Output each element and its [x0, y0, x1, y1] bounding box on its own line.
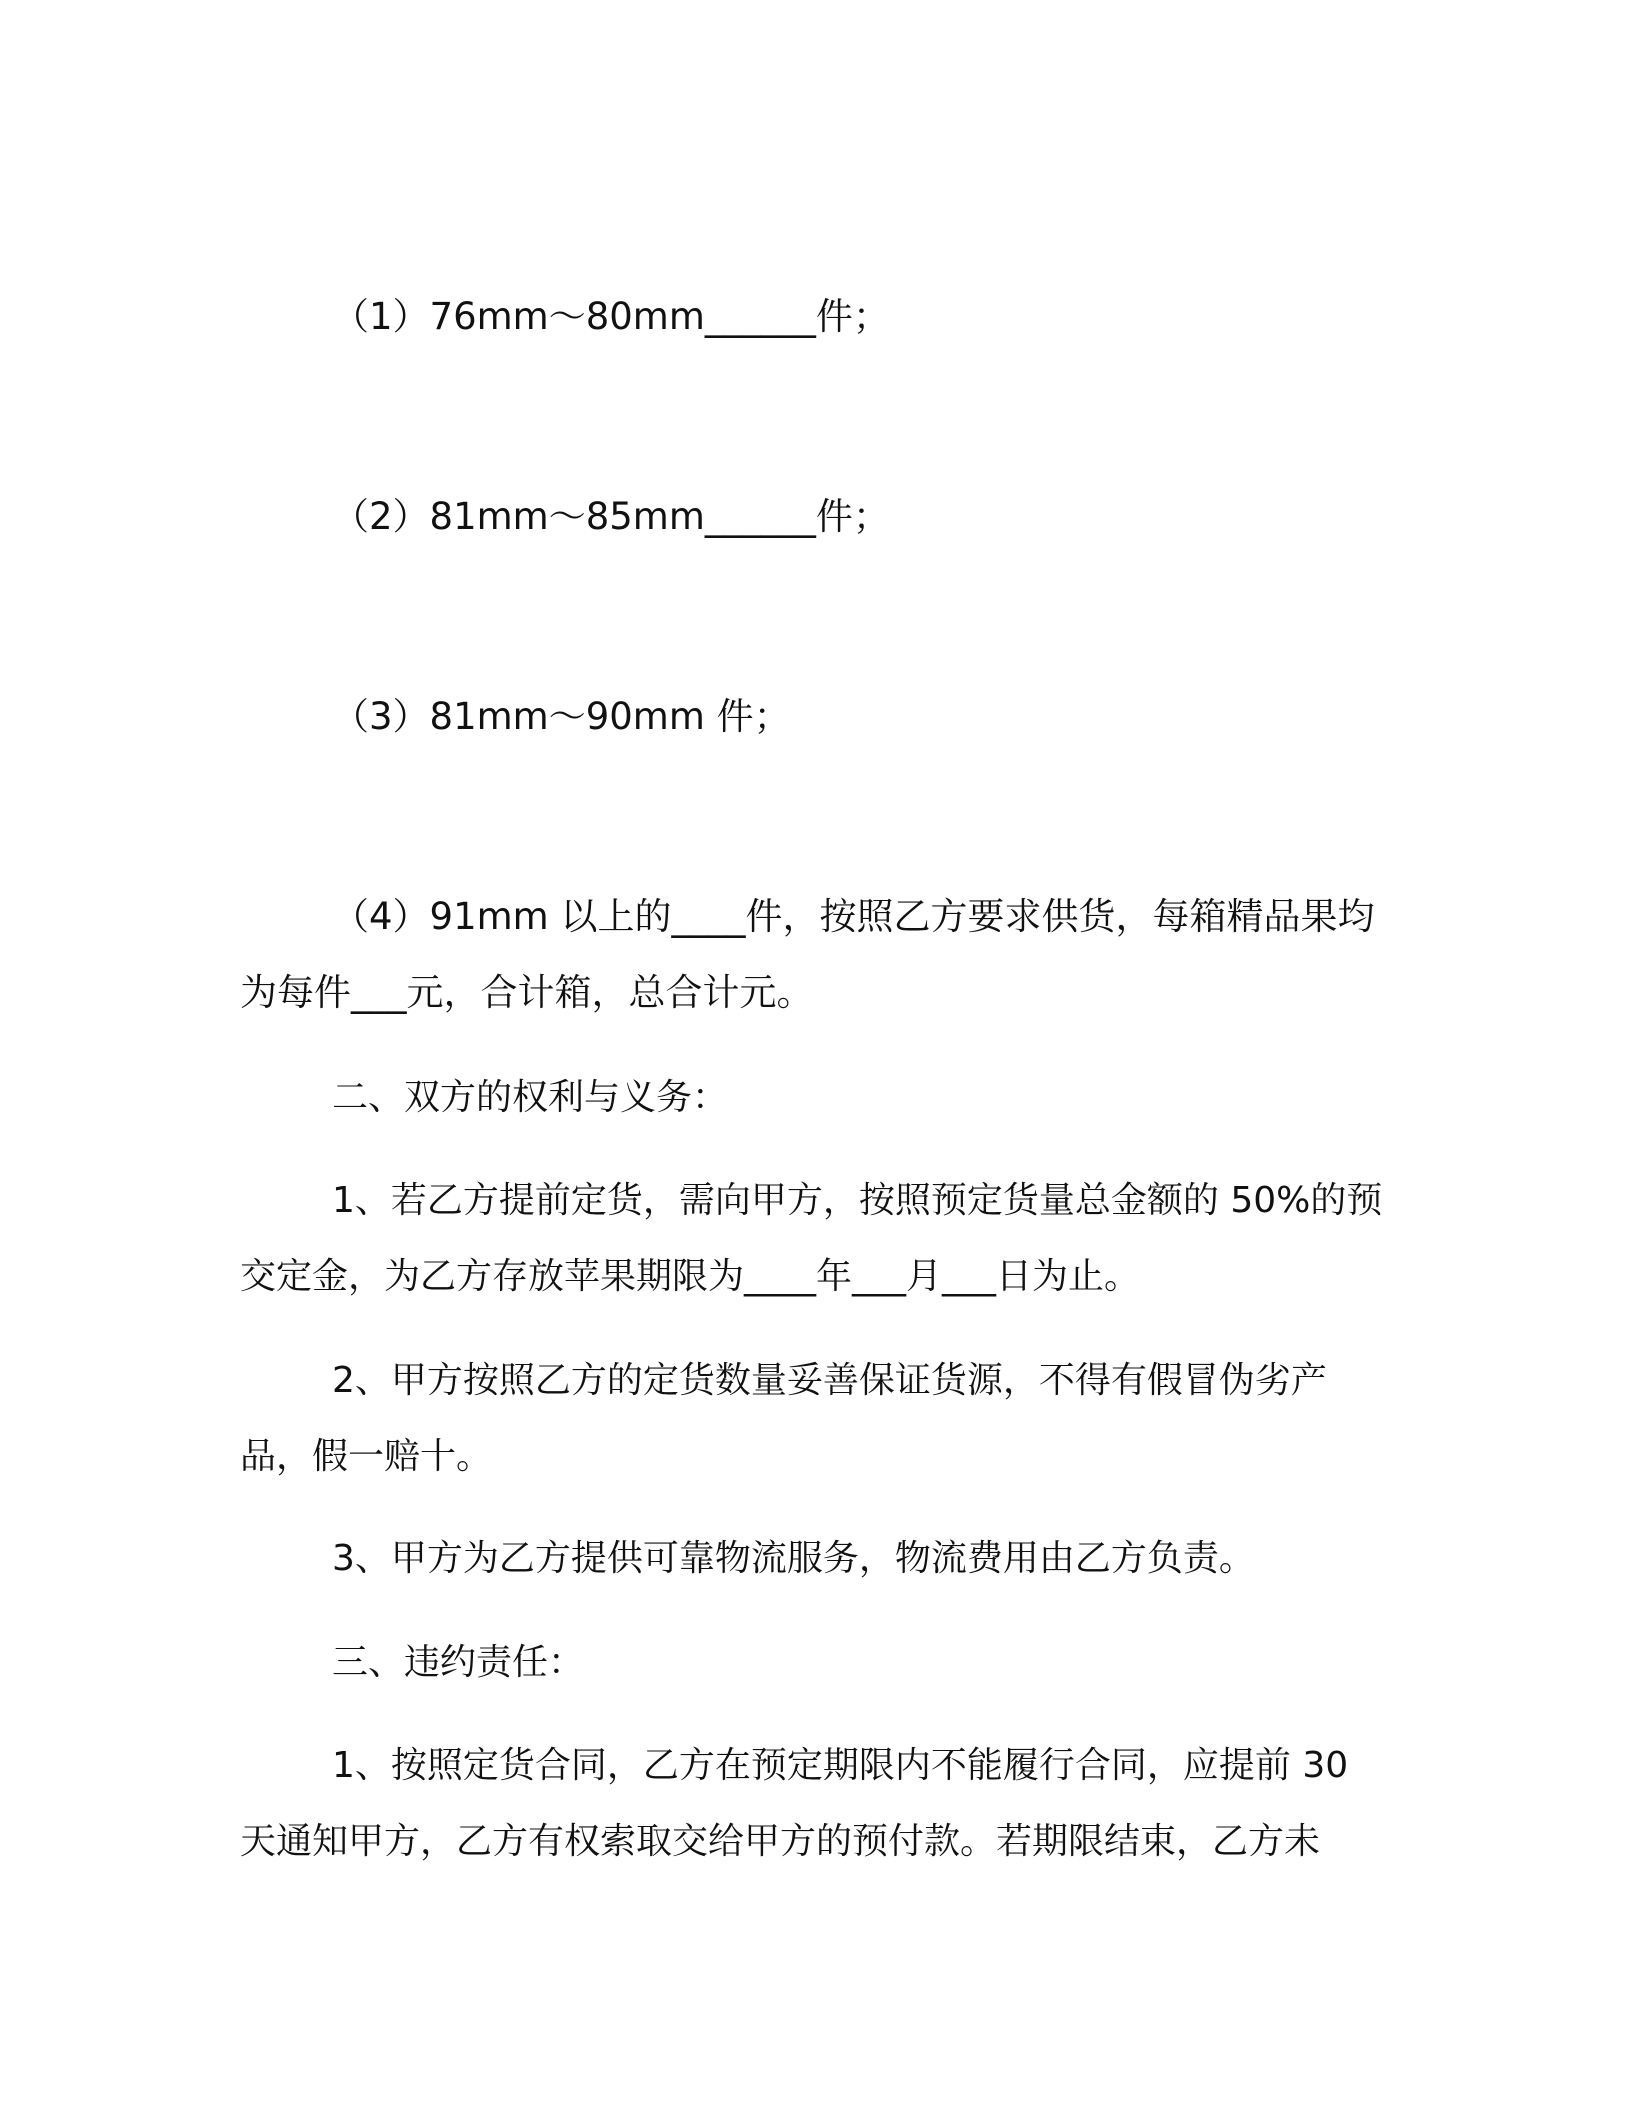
section-2-clause-2: 2、甲方按照乙方的定货数量妥善保证货源，不得有假冒伪劣产品，假一赔十。 — [240, 1360, 1327, 1477]
spec-item-2: （2）81mm～85mm______件； — [332, 495, 890, 538]
spec-item-1: （1）76mm～80mm______件； — [332, 295, 890, 338]
spec-item-4: （4）91mm 以上的____件，按照乙方要求供货，每箱精品果均为每件___元，合计箱，总合计元。 — [240, 895, 1375, 1014]
spec-item-3: （3）81mm～90mm 件； — [332, 695, 791, 738]
section-3-heading: 三、违约责任： — [332, 1642, 585, 1683]
section-2-clause-1: 1、若乙方提前定货，需向甲方，按照预定货量总金额的 50%的预交定金，为乙方存放苹果期限为____年___月___日为止。 — [240, 1180, 1383, 1297]
section-3-clause-1: 1、按照定货合同，乙方在预定期限内不能履行合同，应提前 30 天通知甲方，乙方有权索取交给甲方的预付款。若期限结束，乙方未 — [240, 1745, 1349, 1862]
section-2-heading: 二、双方的权利与义务： — [332, 1077, 729, 1118]
section-2-clause-3: 3、甲方为乙方提供可靠物流服务，物流费用由乙方负责。 — [332, 1538, 1255, 1579]
